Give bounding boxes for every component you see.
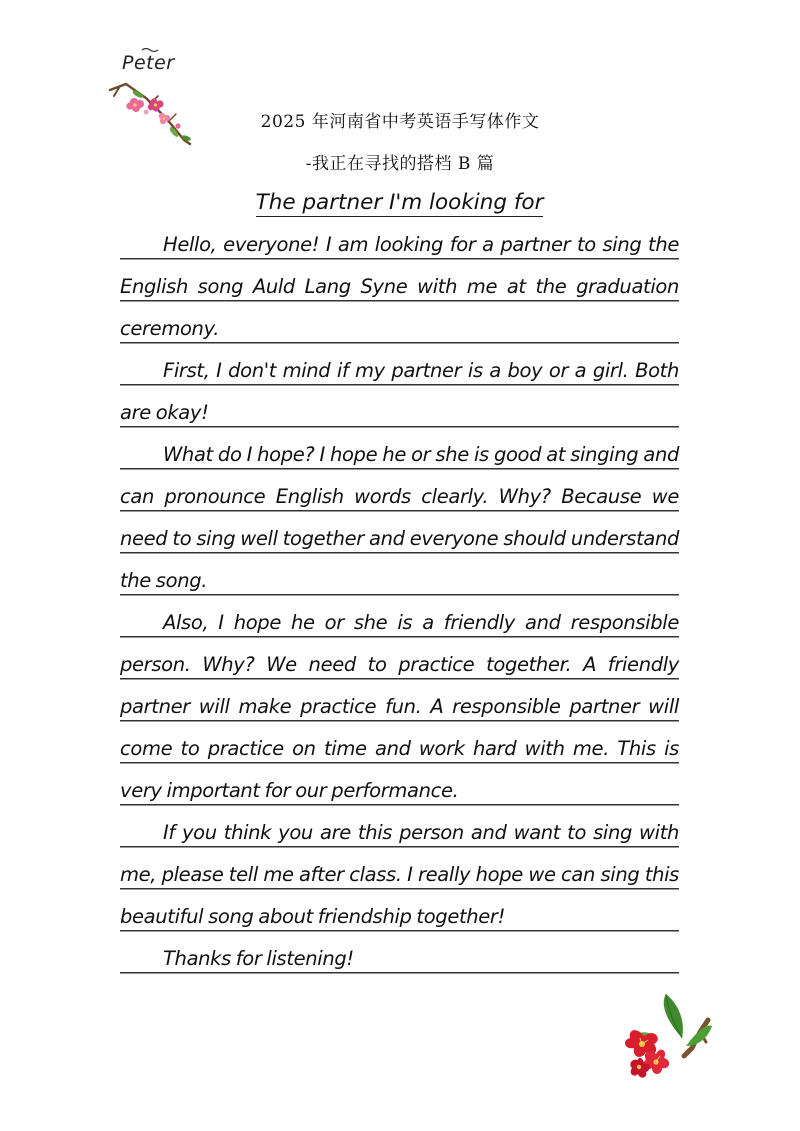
essay-paragraph-6: Thanks for listening! [120,938,679,980]
essay-title: The partner I'm looking for [255,190,544,215]
essay-paragraph-5: If you think you are this person and want to sing with me, please tell me after class. I really hope we can sing this beautiful song about friendship together! [120,812,679,938]
flower-decoration-icon [616,990,712,1086]
essay-paragraph-3: What do I hope? I hope he or she is good at singing and can pronounce English words clearly. Why? Because we need to sing well together and everyone should understand the song. [120,434,679,602]
essay-paragraph-4: Also, I hope he or she is a friendly and responsible person. Why? We need to practice together. A friendly partner will make practice fun. A responsible partner will come to practice on time and work hard with me. This is very important for our performance. [120,602,679,812]
essay-paragraph-1: Hello, everyone! I am looking for a partner to sing the English song Auld Lang Syne with me at the graduation ceremony. [120,224,679,350]
logo-signature: Peter [122,52,175,74]
essay-paragraph-2: First, I don't mind if my partner is a boy or a girl. Both are okay! [120,350,679,434]
page-subtitle: -我正在寻找的搭档 B 篇 [305,154,495,174]
essay-body [120,182,679,980]
page-title: 2025 年河南省中考英语手写体作文 [260,112,540,132]
